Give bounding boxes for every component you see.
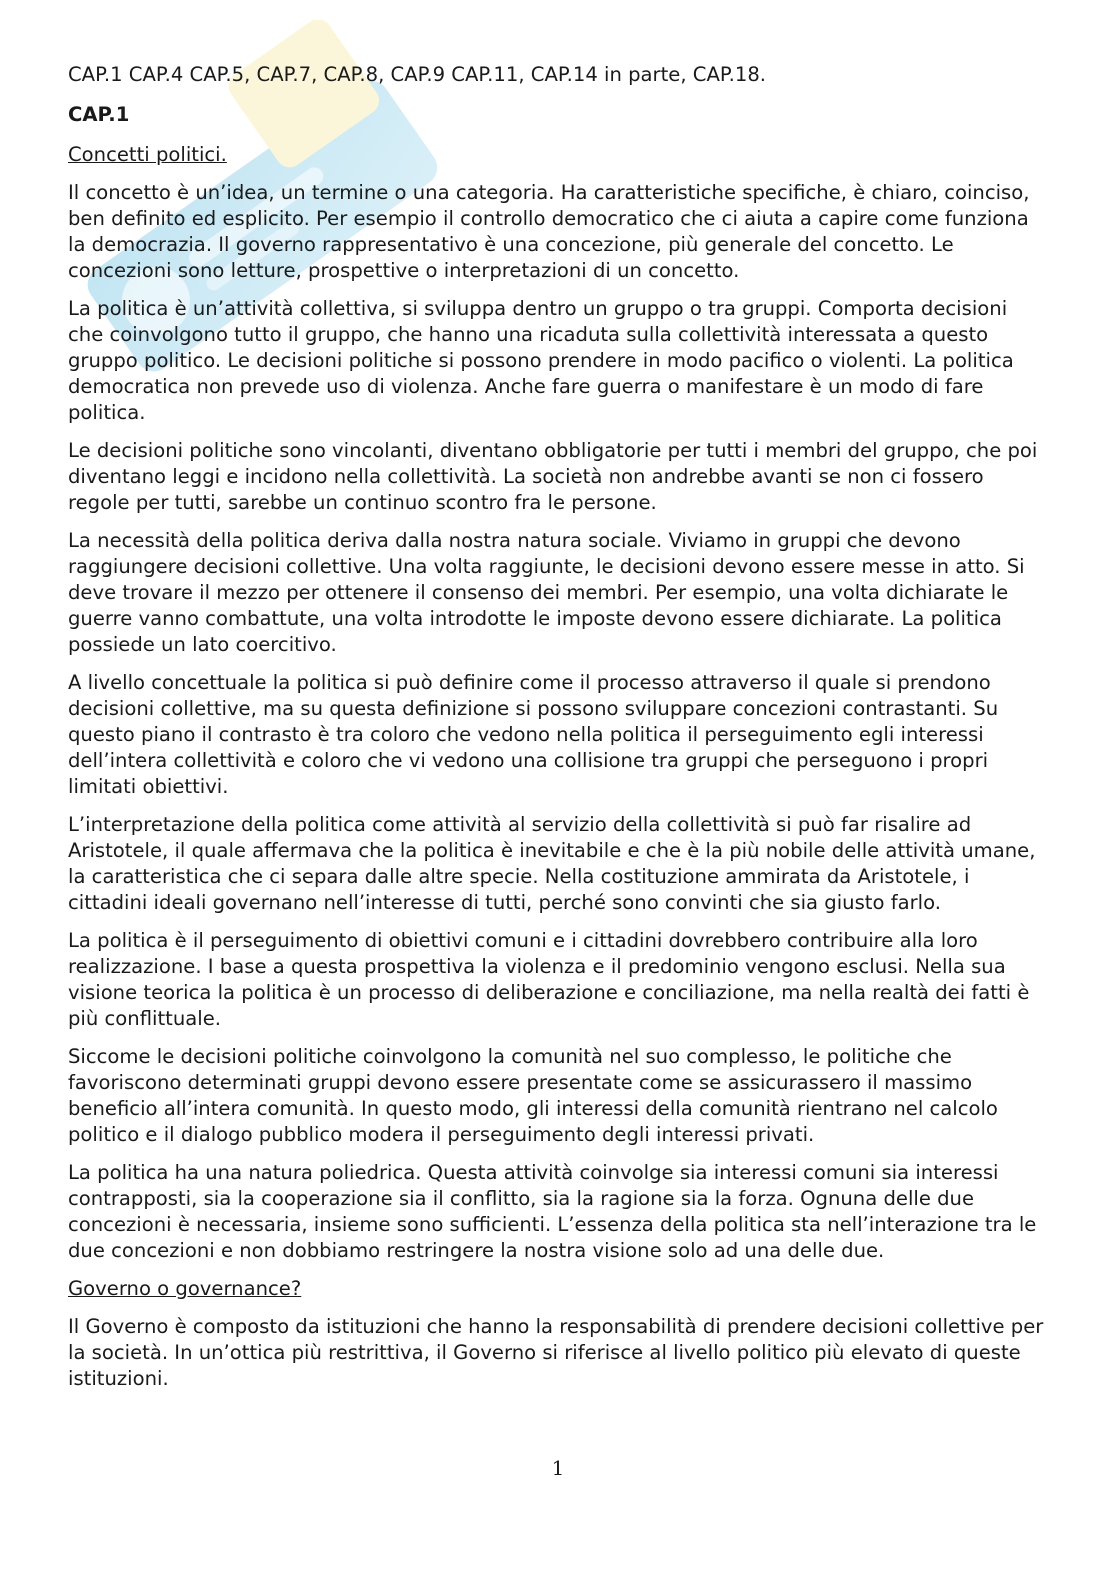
page-number: 1 [551,1456,565,1480]
paragraph: L’interpretazione della politica come attività al servizio della collettività si può far risalire ad Aristotele, il quale affermava che la politica è inevitabile e che è la più nobile delle attività umane, la caratteristica che ci separa dalle altre specie. Nella costituzione ammirata da Aristotele, i cittadini ideali governano nell’interesse di tutti, perché sono convinti che sia giusto farlo. [68,813,1036,914]
chapter-title: CAP.1 [68,103,130,126]
paragraph: Il concetto è un’idea, un termine o una categoria. Ha caratteristiche specifiche, è chiaro, coinciso, ben definito ed esplicito. Per esempio il controllo democratico che ci aiuta a capire come funziona la democrazia. Il governo rappresentativo è una concezione, più generale del concetto. Le concezioni sono letture, prospettive o interpretazioni di un concetto. [68,181,1030,282]
section-title-governo: Governo o governance? [68,1277,302,1300]
paragraph: Il Governo è composto da istituzioni che hanno la responsabilità di prendere decisioni collettive per la società. In un’ottica più restrittiva, il Governo si riferisce al livello politico più elevato di queste istituzioni. [68,1315,1044,1390]
chapters-line: CAP.1 CAP.4 CAP.5, CAP.7, CAP.8, CAP.9 CAP.11, CAP.14 in parte, CAP.18. [68,63,767,86]
paragraph: Le decisioni politiche sono vincolanti, diventano obbligatorie per tutti i membri del gruppo, che poi diventano leggi e incidono nella collettività. La società non andrebbe avanti se non ci fossero regole per tutti, sarebbe un continuo scontro fra le persone. [68,439,1038,514]
paragraph: Siccome le decisioni politiche coinvolgono la comunità nel suo complesso, le politiche che favoriscono determinati gruppi devono essere presentate come se assicurassero il massimo beneficio all’intera comunità. In questo modo, gli interessi della comunità rientrano nel calcolo politico e il dialogo pubblico modera il perseguimento degli interessi privati. [68,1045,998,1146]
paragraph: La necessità della politica deriva dalla nostra natura sociale. Viviamo in gruppi che devono raggiungere decisioni collettive. Una volta raggiunte, le decisioni devono essere messe in atto. Si deve trovare il mezzo per ottenere il consenso dei membri. Per esempio, una volta dichiarate le guerre vanno combattute, una volta introdotte le imposte devono essere dichiarate. La politica possiede un lato coercitivo. [68,529,1025,656]
paragraph: La politica ha una natura poliedrica. Questa attività coinvolge sia interessi comuni sia interessi contrapposti, sia la cooperazione sia il conflitto, sia la ragione sia la forza. Ognuna delle due concezioni è necessaria, insieme sono sufficienti. L’essenza della politica sta nell’interazione tra le due concezioni e non dobbiamo restringere la nostra visione solo ad una delle due. [68,1161,1037,1262]
document-body [68,62,1048,1404]
paragraph: La politica è il perseguimento di obiettivi comuni e i cittadini dovrebbero contribuire alla loro realizzazione. I base a questa prospettiva la violenza e il predominio vengono esclusi. Nella sua visione teorica la politica è un processo di deliberazione e conciliazione, ma nella realtà dei fatti è più conflittuale. [68,929,1030,1030]
paragraph: La politica è un’attività collettiva, si sviluppa dentro un gruppo o tra gruppi. Comporta decisioni che coinvolgono tutto il gruppo, che hanno una ricaduta sulla collettività interessata a questo gruppo politico. Le decisioni politiche si possono prendere in modo pacifico o violenti. La politica democratica non prevede uso di violenza. Anche fare guerra o manifestare è un modo di fare politica. [68,297,1014,424]
section-title-concetti: Concetti politici. [68,143,227,166]
paragraph: A livello concettuale la politica si può definire come il processo attraverso il quale si prendono decisioni collettive, ma su questa definizione si possono sviluppare concezioni contrastanti. Su questo piano il contrasto è tra coloro che vedono nella politica il perseguimento egli interessi dell’intera collettività e coloro che vi vedono una collisione tra gruppi che perseguono i propri limitati obiettivi. [68,671,999,798]
